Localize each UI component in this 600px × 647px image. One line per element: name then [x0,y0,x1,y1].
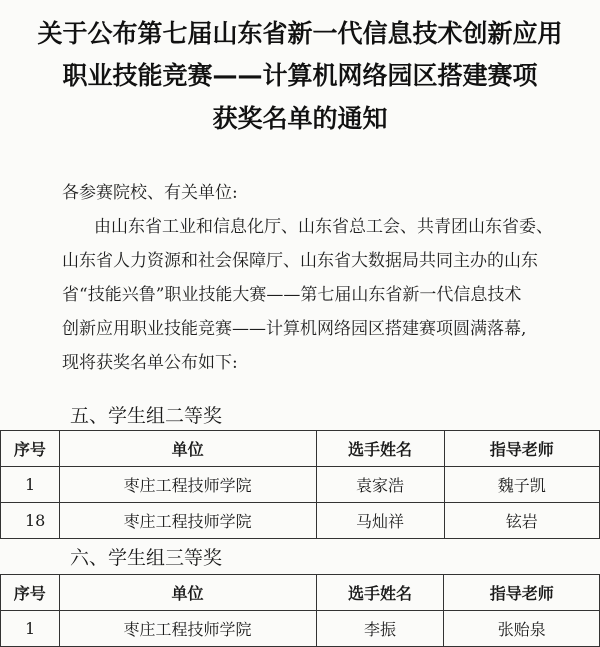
document-title-line-3: 获奖名单的通知 [212,104,388,133]
cell-instructor: 铉岩 [444,503,599,539]
header-cell-number: 序号 [1,431,60,467]
table-header-row [1,431,600,467]
cell-number: 1 [1,467,60,503]
second-prize-table [0,430,600,539]
cell-number: 1 [1,611,60,647]
header-cell-contestant: 选手姓名 [316,575,444,611]
document-title-line-1: 关于公布第七届山东省新一代信息技术创新应用 [37,19,563,48]
cell-instructor: 张贻泉 [444,611,600,647]
header-cell-unit: 单位 [59,575,316,611]
header-cell-number: 序号 [1,575,60,611]
header-cell-contestant: 选手姓名 [316,431,444,467]
paragraph-line-1: 由山东省工业和信息化厅、山东省总工会、共青团山东省委、 [94,217,553,237]
cell-contestant: 马灿祥 [316,503,444,539]
table-row [1,467,600,503]
header-cell-unit: 单位 [59,431,316,467]
table-row [1,611,600,647]
cell-instructor: 魏子凯 [444,467,599,503]
paragraph-line-2: 山东省人力资源和社会保障厅、山东省大数据局共同主办的山东 [62,251,538,271]
cell-contestant: 袁家浩 [316,467,444,503]
section-heading-second-prize: 五、学生组二等奖 [70,405,223,427]
cell-unit: 枣庄工程技师学院 [59,611,316,647]
table-row [1,503,600,539]
cell-unit: 枣庄工程技师学院 [59,503,316,539]
header-cell-instructor: 指导老师 [444,431,599,467]
cell-contestant: 李振 [316,611,444,647]
cell-unit: 枣庄工程技师学院 [59,467,316,503]
paragraph-line-3: 省“技能兴鲁”职业技能大赛——第七届山东省新一代信息技术 [62,285,522,305]
section-heading-third-prize: 六、学生组三等奖 [70,547,223,569]
salutation: 各参赛院校、有关单位: [62,183,238,203]
header-cell-instructor: 指导老师 [444,575,600,611]
table-header-row [1,575,600,611]
paragraph-line-4: 创新应用职业技能竞赛——计算机网络园区搭建赛项圆满落幕, [62,319,527,339]
paragraph-line-5: 现将获奖名单公布如下: [62,353,238,373]
third-prize-table [0,574,600,647]
document-title-line-2: 职业技能竞赛——计算机网络园区搭建赛项 [62,61,538,90]
cell-number: 18 [1,503,60,539]
